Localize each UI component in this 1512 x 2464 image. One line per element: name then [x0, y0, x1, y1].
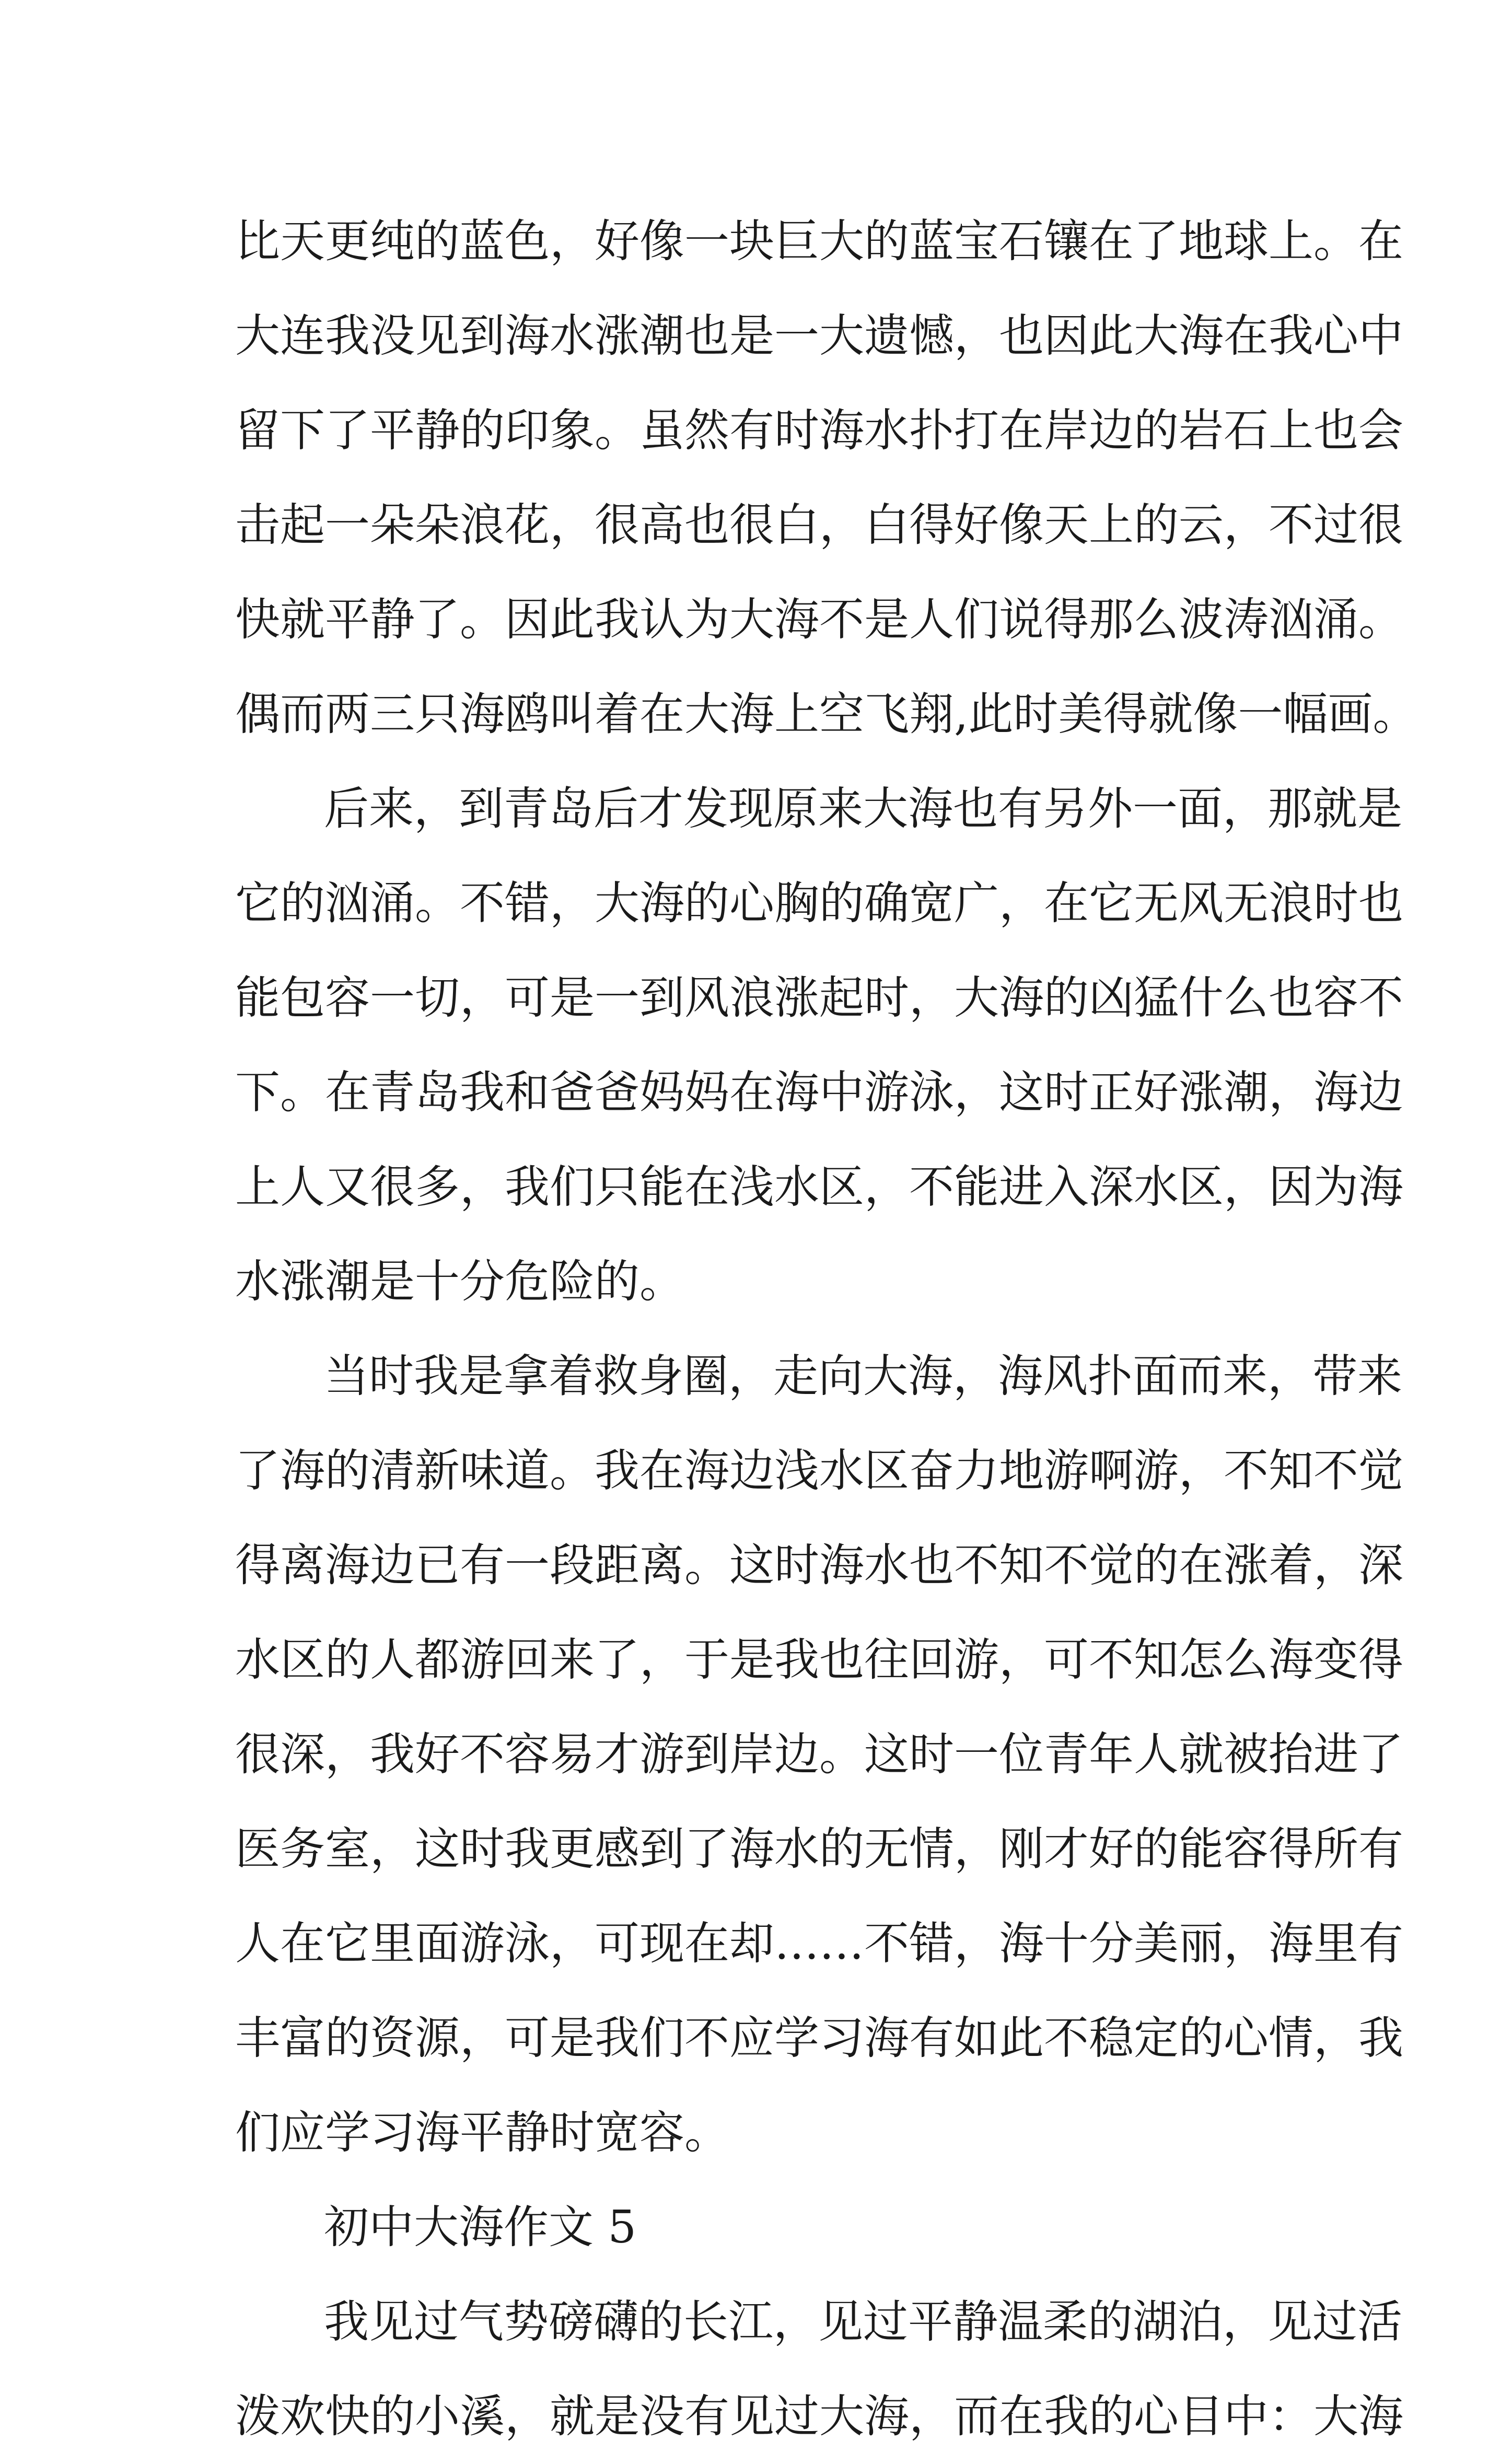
text-line: 水区的人都游回来了，于是我也往回游，可不知怎么海变得 — [235, 1634, 1403, 1686]
text-line: 它的汹涌。不错，大海的心胸的确宽广，在它无风无浪时也 — [235, 877, 1403, 929]
text-line: 比天更纯的蓝色，好像一块巨大的蓝宝石镶在了地球上。在 — [235, 215, 1403, 268]
text-line: 当时我是拿着救身圈，走向大海，海风扑面而来，带来 — [324, 1350, 1402, 1402]
text-line: 大连我没见到海水涨潮也是一大遗憾，也因此大海在我心中 — [235, 310, 1403, 362]
text-line: 很深，我好不容易才游到岸边。这时一位青年人就被抬进了 — [235, 1728, 1403, 1781]
text-line: 泼欢快的小溪，就是没有见过大海，而在我的心目中：大海 — [235, 2390, 1403, 2443]
text-line: 我见过气势磅礴的长江，见过平静温柔的湖泊，见过活 — [324, 2296, 1402, 2348]
section-heading: 初中大海作文 5 — [324, 2201, 637, 2253]
text-line: 偶而两三只海鸥叫着在大海上空飞翔,此时美得就像一幅画。 — [235, 688, 1418, 740]
document-body — [235, 194, 1418, 2464]
text-line: 人在它里面游泳，可现在却……不错，海十分美丽，海里有 — [235, 1917, 1403, 1970]
text-line: 能包容一切，可是一到风浪涨起时，大海的凶猛什么也容不 — [235, 972, 1403, 1024]
text-line: 留下了平静的印象。虽然有时海水扑打在岸边的岩石上也会 — [235, 404, 1403, 457]
text-line: 上人又很多，我们只能在浅水区，不能进入深水区，因为海 — [235, 1161, 1403, 1213]
text-line: 下。在青岛我和爸爸妈妈在海中游泳，这时正好涨潮，海边 — [235, 1066, 1403, 1119]
text-line: 快就平静了。因此我认为大海不是人们说得那么波涛汹涌。 — [235, 594, 1403, 646]
text-line: 得离海边已有一段距离。这时海水也不知不觉的在涨着，深 — [235, 1539, 1403, 1591]
text-line: 们应学习海平静时宽容。 — [235, 2107, 729, 2159]
text-line: 击起一朵朵浪花，很高也很白，白得好像天上的云，不过很 — [235, 499, 1403, 551]
text-line: 了海的清新味道。我在海边浅水区奋力地游啊游，不知不觉 — [235, 1445, 1403, 1497]
text-line: 水涨潮是十分危险的。 — [235, 1256, 684, 1308]
text-line: 丰富的资源，可是我们不应学习海有如此不稳定的心情，我 — [235, 2012, 1403, 2064]
text-line: 医务室，这时我更感到了海水的无情，刚才好的能容得所有 — [235, 1823, 1403, 1875]
text-line: 后来，到青岛后才发现原来大海也有另外一面，那就是 — [324, 783, 1402, 835]
